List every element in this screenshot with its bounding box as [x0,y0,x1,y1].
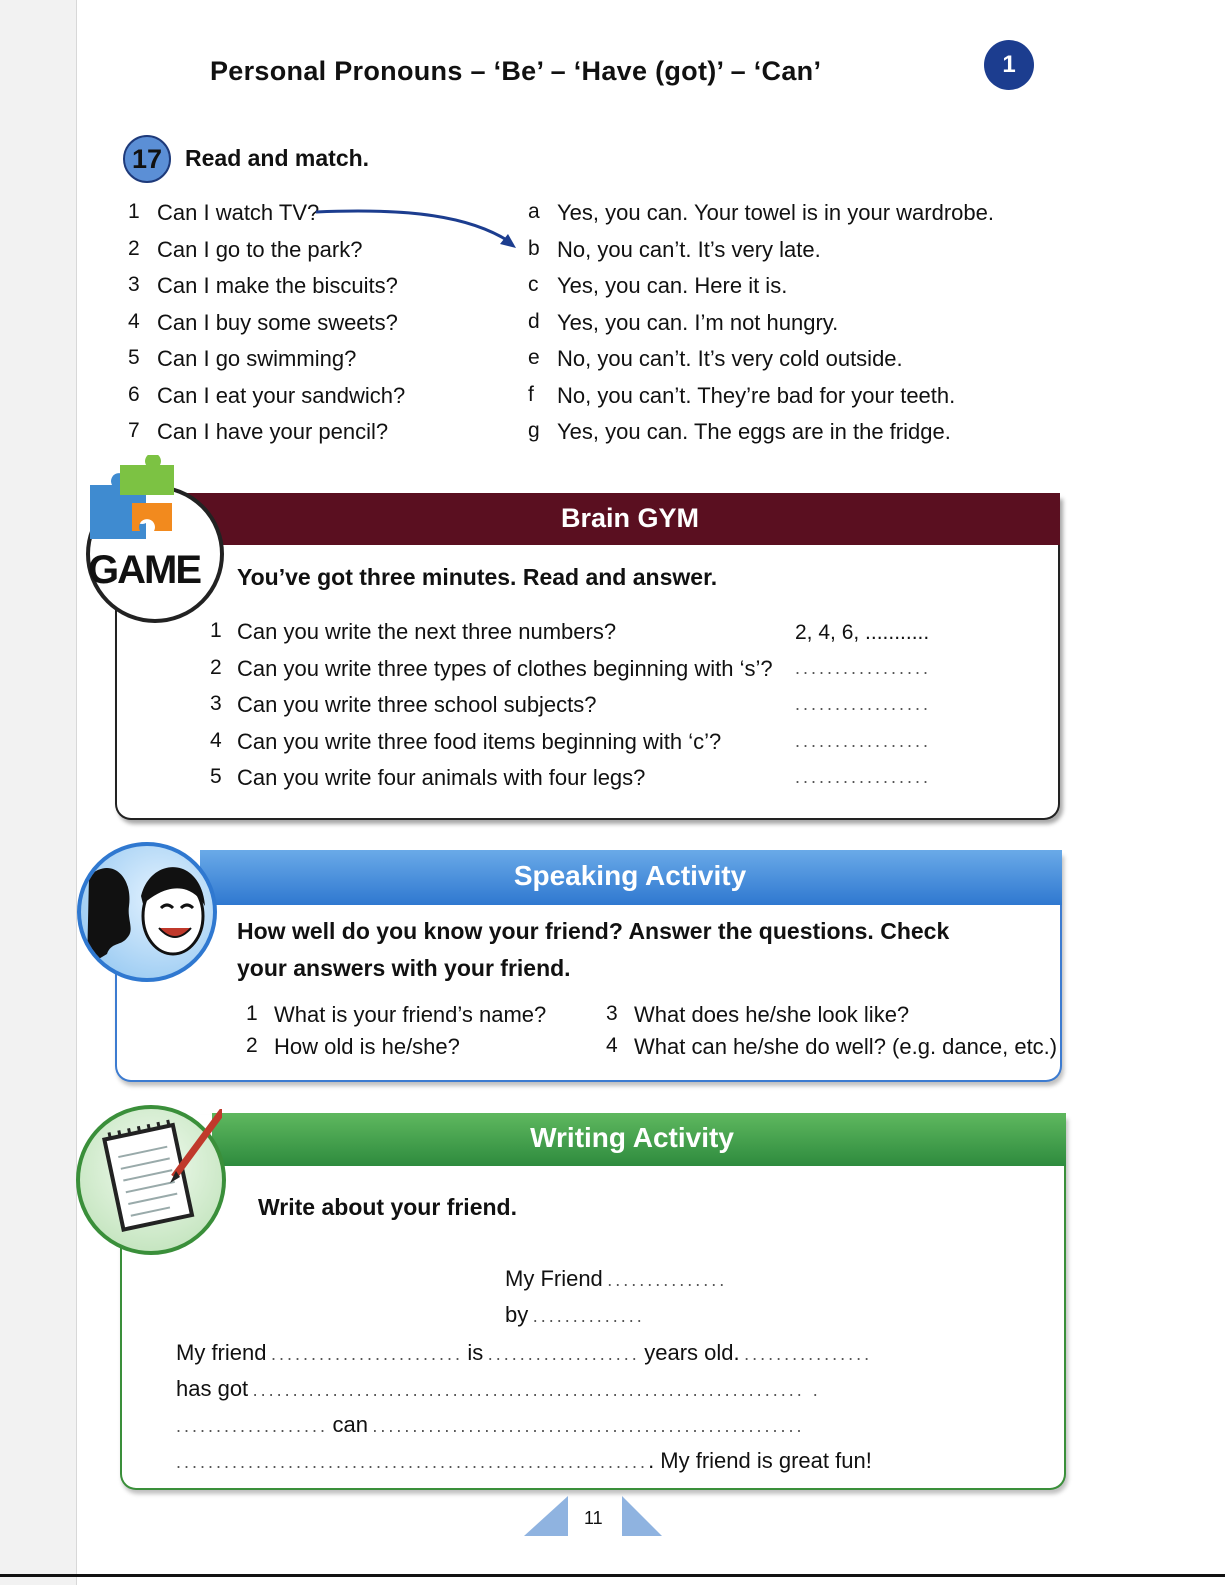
writing-heading-blank[interactable]: ............... [607,1270,728,1290]
speaking-activity-title: Speaking Activity [513,860,747,891]
example-match-arrow [310,200,525,260]
question-number: 3 [606,1002,618,1025]
game-badge-label: GAME [88,548,200,592]
answer-letter: b [528,236,540,260]
question-text: Can you write the next three numbers? [237,619,617,644]
writing-blank[interactable]: ................ [744,1344,873,1364]
brain-gym-answers [795,621,931,804]
question-text: Can I buy some sweets? [157,309,398,335]
question-text: Can I eat your sandwich? [157,382,406,408]
brain-gym-instruction: You’ve got three minutes. Read and answer. [237,564,718,590]
question-number: 5 [128,346,140,369]
unit-badge: 1 [984,40,1034,90]
writing-by-line [505,1302,645,1328]
writing-blank[interactable]: ...................................................... [372,1416,805,1436]
writing-notepad-icon [76,1105,226,1255]
speaking-questions-left [246,1002,546,1066]
puzzle-pieces-icon [80,455,190,545]
question-number: 4 [128,309,140,333]
writing-activity-title: Writing Activity [530,1122,734,1153]
list-item [210,729,773,766]
question-text: Can you write three food items beginning with ‘c’? [237,728,722,754]
page-binding-line [76,0,77,1585]
list-item [128,419,405,456]
question-text: What does he/she look like? [634,1002,910,1027]
writing-line1-is: is [467,1340,484,1365]
question-text: How old is he/she? [274,1034,460,1059]
answer-text: No, you can’t. It’s very late. [557,236,821,262]
writing-line4-end: . My friend is great fun! [648,1448,872,1473]
list-item [210,692,773,729]
writing-blank[interactable]: ................... [487,1344,640,1364]
question-number: 2 [246,1034,258,1057]
answer-letter: e [528,346,540,369]
writing-heading-line [505,1266,727,1292]
writing-blank[interactable]: ..................................................................... . [252,1380,821,1400]
list-item [528,383,994,420]
brain-gym-title: Brain GYM [560,503,700,533]
list-item [606,1034,1057,1066]
question-text: Can I make the biscuits? [157,273,398,298]
list-item [128,346,405,383]
writing-line-3 [176,1412,804,1438]
answer-blank[interactable]: ................. [795,657,932,678]
question-text: Can I watch TV? [157,200,320,225]
answer-blank[interactable]: ................. [795,694,932,714]
question-number: 1 [246,1002,258,1025]
speaking-questions-right [606,1002,1057,1066]
list-item [128,310,405,347]
writing-blank[interactable]: ................... [176,1416,329,1436]
question-text: What can he/she do well? (e.g. dance, etc.) [634,1034,1058,1059]
speaking-instruction-line1: How well do you know your friend? Answer the questions. Check [237,918,950,944]
question-number: 1 [210,619,222,642]
question-text: Can you write four animals with four legs? [237,765,646,790]
page-margin-strip [0,0,76,1585]
question-number: 2 [128,236,140,260]
speaking-friends-icon [77,842,217,982]
page-title: Personal Pronouns – ‘Be’ – ‘Have (got)’ – ‘Can’ [210,56,822,86]
list-item [528,419,994,456]
answer-letter: d [528,309,540,333]
question-number: 4 [606,1034,618,1057]
answer-list [528,200,994,456]
list-item [128,273,405,310]
list-item [606,1002,1057,1034]
list-item [246,1034,546,1066]
writing-line-1 [176,1340,872,1366]
question-number: 3 [128,273,140,296]
writing-line-2 [176,1376,821,1402]
question-text: Can I go to the park? [157,236,363,262]
list-item [528,237,994,274]
question-number: 2 [210,655,222,679]
answer-blank[interactable]: 2, 4, 6, ........... [795,621,930,644]
answer-letter: f [528,382,534,406]
question-number: 7 [128,419,140,442]
brain-gym-questions [210,619,773,802]
list-item [210,765,773,802]
page-number: 11 [584,1508,603,1528]
answer-text: No, you can’t. It’s very cold outside. [557,346,903,371]
answer-letter: c [528,273,539,296]
question-number: 3 [210,692,222,715]
writing-line1-label: My friend [176,1340,267,1365]
answer-text: Yes, you can. The eggs are in the fridge. [557,419,951,444]
answer-letter: a [528,200,540,223]
answer-text: Yes, you can. Your towel is in your wardrobe. [557,200,995,225]
answer-text: Yes, you can. Here it is. [557,273,788,298]
exercise-title: Read and match. [185,145,370,171]
writing-by-blank[interactable]: .............. [532,1306,645,1326]
writing-blank[interactable]: ........................................................... [176,1452,649,1472]
writing-blank[interactable]: ........................ [270,1344,463,1364]
question-number: 4 [210,728,222,752]
list-item [210,619,773,656]
list-item [528,200,994,237]
writing-line3-can: can [332,1412,368,1437]
question-text: Can I have your pencil? [157,419,389,444]
list-item [528,346,994,383]
page-bottom-edge [0,1574,1225,1577]
writing-heading-label: My Friend [505,1266,603,1291]
question-number: 5 [210,765,222,788]
list-item [246,1002,546,1034]
question-text: Can you write three types of clothes beginning with ‘s’? [237,655,773,681]
answer-text: Yes, you can. I’m not hungry. [557,309,839,335]
exercise-number-badge: 17 [123,135,171,183]
speaking-instruction-line2: your answers with your friend. [237,955,571,981]
question-text: Can you write three school subjects? [237,692,597,717]
question-text: What is your friend’s name? [274,1002,547,1027]
answer-letter: g [528,419,540,442]
answer-blank[interactable]: ................. [795,767,932,787]
list-item [528,310,994,347]
question-number: 1 [128,200,140,223]
answer-blank[interactable]: ................. [795,730,932,751]
list-item [210,656,773,693]
writing-line1-years: years old. [644,1340,740,1365]
list-item [528,273,994,310]
writing-by-label: by [505,1302,529,1327]
writing-instruction: Write about your friend. [258,1194,517,1220]
list-item [128,383,405,420]
writing-line2-label: has got [176,1376,249,1401]
answer-text: No, you can’t. They’re bad for your teeth. [557,382,956,408]
question-text: Can I go swimming? [157,346,357,371]
writing-line-4 [176,1448,872,1474]
question-number: 6 [128,382,140,406]
